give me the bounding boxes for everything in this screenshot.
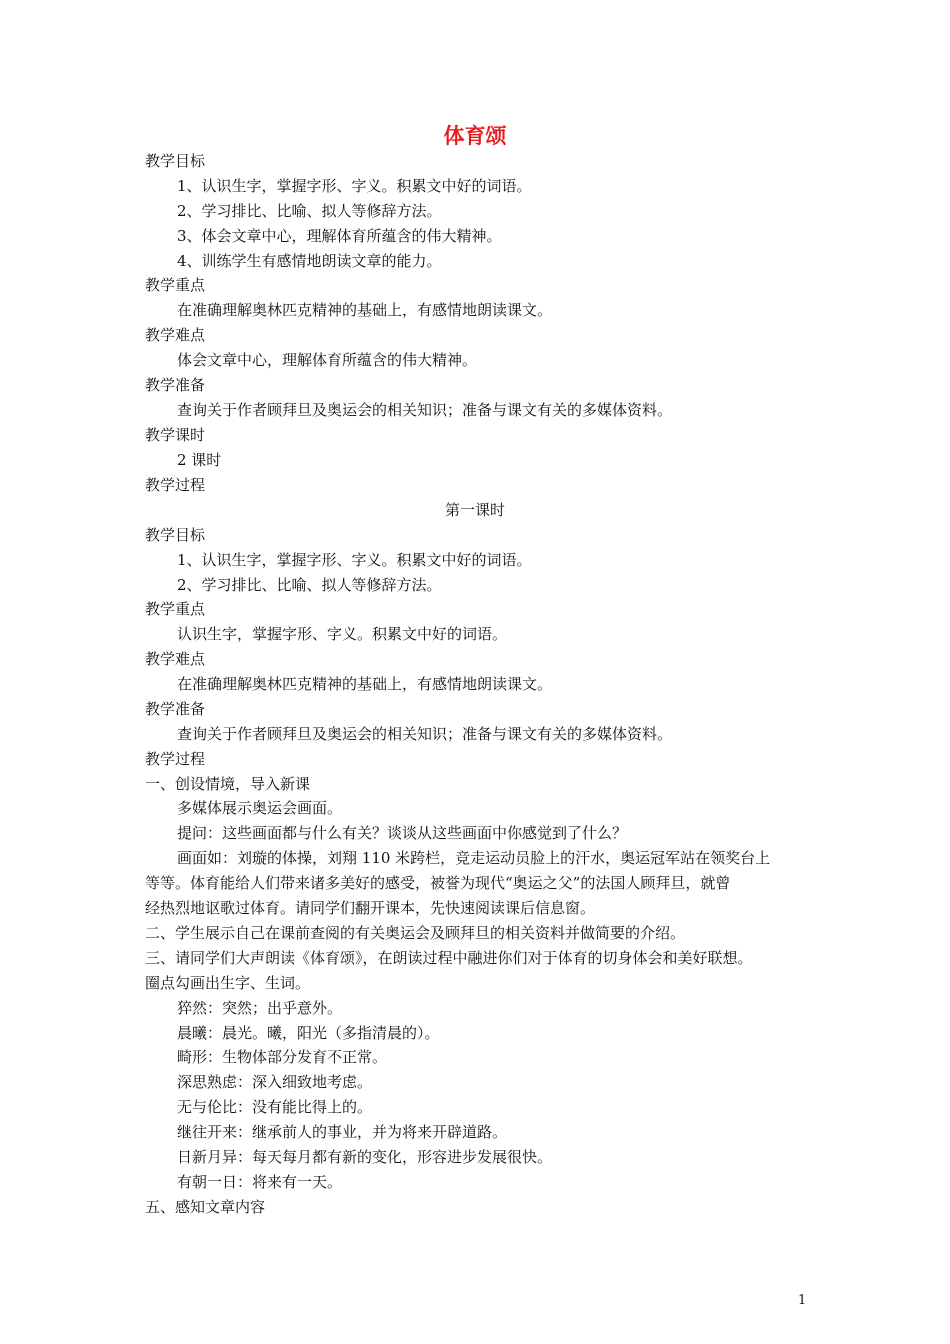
step-5-heading: 五、感知文章内容	[145, 1198, 266, 1216]
heading-teaching-goals: 教学目标	[145, 152, 206, 170]
heading-process-2: 教学过程	[145, 750, 206, 768]
step-3-subline: 圈点勾画出生字、生词。	[145, 974, 311, 992]
vocab-item-5: 无与伦比：没有能比得上的。	[177, 1098, 373, 1116]
vocab-item-2: 晨曦：晨光。曦，阳光（多指清晨的）。	[177, 1024, 440, 1042]
vocab-item-3: 畸形：生物体部分发育不正常。	[177, 1048, 388, 1066]
vocab-item-6: 继往开来：继承前人的事业，并为将来开辟道路。	[177, 1123, 508, 1141]
heading-teaching-goals-2: 教学目标	[145, 526, 206, 544]
key-points-text: 在准确理解奥林匹克精神的基础上，有感情地朗读课文。	[177, 301, 553, 319]
goal-item-2: 2、学习排比、比喻、拟人等修辞方法。	[177, 202, 442, 220]
class-hours-text: 2 课时	[177, 451, 222, 469]
vocab-item-1: 猝然：突然；出乎意外。	[177, 999, 343, 1017]
heading-class-hours: 教学课时	[145, 426, 206, 444]
goal-item-4: 4、训练学生有感情地朗读文章的能力。	[177, 252, 442, 270]
heading-preparation: 教学准备	[145, 376, 206, 394]
heading-difficulties: 教学难点	[145, 326, 206, 344]
goal-item-1: 1、认识生字，掌握字形、字义。积累文中好的词语。	[177, 177, 532, 195]
heading-difficulties-2: 教学难点	[145, 650, 206, 668]
vocab-item-8: 有朝一日：将来有一天。	[177, 1173, 343, 1191]
vocab-item-4: 深思熟虑：深入细致地考虑。	[177, 1073, 373, 1091]
difficulties-text-2: 在准确理解奥林匹克精神的基础上，有感情地朗读课文。	[177, 675, 553, 693]
page-number: 1	[798, 1293, 807, 1308]
heading-key-points-2: 教学重点	[145, 600, 206, 618]
step-3-heading: 三、请同学们大声朗读《体育颂》，在朗读过程中融进你们对于体育的切身体会和美好联想。	[145, 949, 753, 967]
goal-item-1b: 1、认识生字，掌握字形、字义。积累文中好的词语。	[177, 551, 532, 569]
step-1-paragraph-line-3: 经热烈地讴歌过体育。请同学们翻开课本，先快速阅读课后信息窗。	[145, 899, 596, 917]
goal-item-3: 3、体会文章中心，理解体育所蕴含的伟大精神。	[177, 227, 502, 245]
preparation-text-2: 查询关于作者顾拜旦及奥运会的相关知识；准备与课文有关的多媒体资料。	[177, 725, 673, 743]
section-first-lesson: 第一课时	[444, 501, 505, 519]
vocab-item-7: 日新月异：每天每月都有新的变化，形容进步发展很快。	[177, 1148, 553, 1166]
goal-item-2b: 2、学习排比、比喻、拟人等修辞方法。	[177, 576, 442, 594]
heading-preparation-2: 教学准备	[145, 700, 206, 718]
step-1-paragraph-line-2: 等等。体育能给人们带来诸多美好的感受，被誉为现代“奥运之父”的法国人顾拜旦，就曾	[145, 874, 731, 892]
heading-process: 教学过程	[145, 476, 206, 494]
step-1-paragraph-line-1: 画面如：刘璇的体操，刘翔 110 米跨栏，竞走运动员脸上的汗水，奥运冠军站在领奖台上	[177, 849, 771, 867]
difficulties-text: 体会文章中心，理解体育所蕴含的伟大精神。	[177, 351, 478, 369]
preparation-text: 查询关于作者顾拜旦及奥运会的相关知识；准备与课文有关的多媒体资料。	[177, 401, 673, 419]
step-1-question: 提问：这些画面都与什么有关？谈谈从这些画面中你感觉到了什么？	[177, 824, 628, 842]
step-1-text-a: 多媒体展示奥运会画面。	[177, 799, 343, 817]
document-title: 体育颂	[443, 124, 507, 148]
key-points-text-2: 认识生字，掌握字形、字义。积累文中好的词语。	[177, 625, 508, 643]
step-2-heading: 二、学生展示自己在课前查阅的有关奥运会及顾拜旦的相关资料并做简要的介绍。	[145, 924, 686, 942]
step-1-heading: 一、创设情境，导入新课	[145, 775, 311, 793]
heading-key-points: 教学重点	[145, 276, 206, 294]
